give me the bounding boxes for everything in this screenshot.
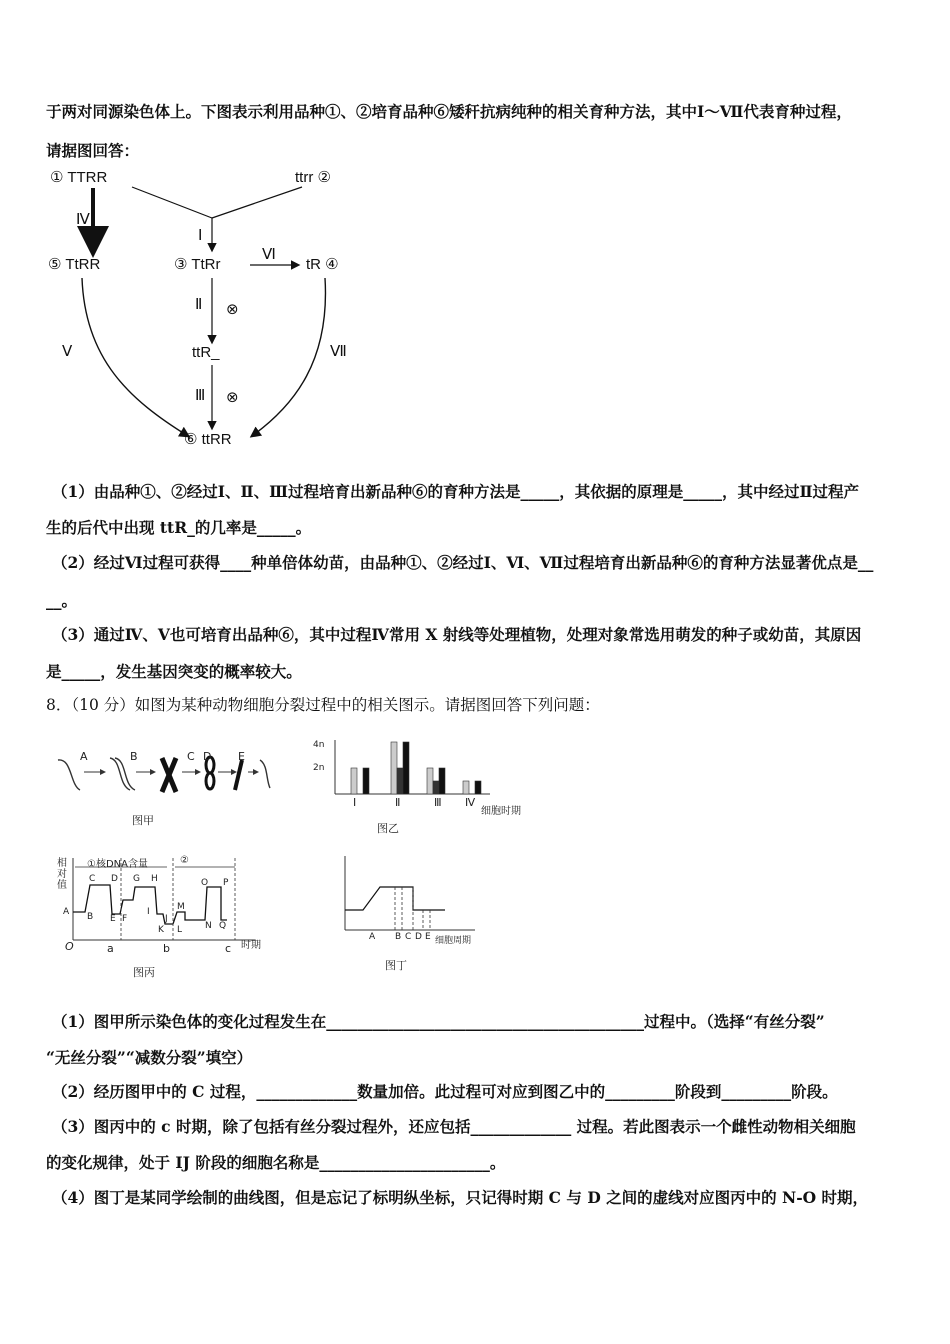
step-label-III: Ⅲ	[195, 387, 206, 404]
q7-part2-line2: __。	[46, 591, 78, 610]
intro-line-2: 请据图回答：	[46, 141, 140, 160]
fig-yi-cat-4: Ⅳ	[465, 796, 476, 809]
fig-bing-point-n: N	[205, 921, 212, 931]
bar-3-series-3	[439, 768, 445, 794]
fig-ding-xlabel-c: C	[405, 932, 412, 942]
selfing-symbol-1: ⊗	[226, 301, 239, 318]
breed-mid-genotype: ttR_	[192, 344, 220, 361]
fig-yi-cat-2: Ⅱ	[395, 796, 401, 809]
q7-part3-line1: （3）通过Ⅳ、Ⅴ也可培育出品种⑥，其中过程Ⅳ常用 X 射线等处理植物，处理对象常选用萌发的种子或幼苗，其原因	[52, 625, 862, 644]
q8-part4: （4）图丁是某同学绘制的曲线图，但是忘记了标明纵坐标，只记得时期 C 与 D 之间的虚线对应图丙中的 N-O 时期，	[52, 1188, 869, 1207]
fig-bing-point-l: L	[177, 925, 183, 935]
fig-bing-point-d: D	[111, 874, 118, 884]
fig-bing-phase-a: a	[107, 942, 114, 955]
step-label-IV: Ⅳ	[76, 211, 90, 228]
fig-bing-legend-1: ①核DNA含量	[87, 859, 148, 870]
fig-bing-point-q: Q	[219, 921, 227, 931]
step-label-VI: Ⅵ	[262, 246, 276, 263]
breeding-arrows	[40, 160, 370, 460]
fig-ding-xlabel-e: E	[425, 932, 431, 942]
intro-line-1: 于两对同源染色体上。下图表示利用品种①、②培育品种⑥矮秆抗病纯种的相关育种方法，其中Ⅰ～Ⅶ代表育种过程，	[46, 102, 852, 121]
fig-bing-point-i: I	[147, 907, 150, 917]
fig-bing-point-m: M	[177, 902, 185, 912]
fig-jia-label-e: E	[238, 750, 245, 763]
fig-yi-ytick-2n: 2n	[313, 763, 325, 773]
fig-bing-point-j: J	[165, 914, 168, 924]
bar-1-series-1	[351, 768, 357, 794]
fig-ding-xlabel-d: D	[415, 932, 422, 942]
bar-2-series-1	[391, 742, 397, 794]
q8-header: 8．（10 分）如图为某种动物细胞分裂过程中的相关图示。请据图回答下列问题：	[46, 696, 600, 714]
fig-jia-label-d: D	[203, 750, 212, 763]
breed-node-5: ⑤ TtRR	[48, 256, 101, 273]
step-label-I: Ⅰ	[198, 227, 203, 244]
fig-bing-point-f: F	[122, 914, 128, 924]
fig-bing-phase-b: b	[163, 942, 170, 955]
fig-bing-point-p: P	[223, 878, 229, 888]
breed-node-2: ttrr ②	[295, 169, 331, 186]
fig-bing-point-h: H	[151, 874, 158, 884]
fig-yi-ytick-4n: 4n	[313, 740, 325, 750]
fig-ding-xlabel: 细胞周期	[435, 936, 472, 946]
fig-ding-xlabel-b: B	[395, 932, 402, 942]
fig-bing-xlabel: 时期	[241, 940, 261, 951]
q7-part1-line1: （1）由品种①、②经过Ⅰ、Ⅱ、Ⅲ过程培育出新品种⑥的育种方法是_____，其依据的原理是_____，其中经过Ⅱ过程产	[52, 482, 860, 501]
fig-ding-caption: 图丁	[385, 959, 407, 972]
bar-3-series-2	[433, 781, 439, 794]
fig-jia-label-c: C	[187, 750, 195, 763]
step-label-VII: Ⅶ	[330, 343, 347, 360]
fig-yi-cat-1: Ⅰ	[353, 796, 357, 809]
fig-bing-legend-2: ②	[180, 855, 189, 866]
q8-part3-line2: 的变化规律，处于 IJ 阶段的细胞名称是______________________。	[46, 1153, 506, 1172]
fig-bing-point-c: C	[89, 874, 96, 884]
fig-yi-cat-3: Ⅲ	[434, 796, 442, 809]
fig-bing-ylabel: 相对值	[57, 858, 67, 891]
fig-bing-point-g: G	[133, 874, 140, 884]
q8-part2: （2）经历图甲中的 C 过程，_____________数量加倍。此过程可对应到图乙中的_________阶段到_________阶段。	[52, 1082, 838, 1101]
q8-part3-line1: （3）图丙中的 c 时期，除了包括有丝分裂过程外，还应包括_____________ 过程。若此图表示一个雌性动物相关细胞	[52, 1117, 856, 1136]
step-label-II: Ⅱ	[195, 296, 203, 313]
fig-bing-point-a: A	[63, 907, 70, 917]
fig-bing-phase-c: c	[225, 942, 232, 955]
fig-bing-caption: 图丙	[133, 966, 155, 979]
bar-2-series-2	[397, 768, 403, 794]
figure-jia	[50, 740, 280, 830]
fig-yi-xlabel: 细胞时期	[481, 806, 521, 817]
breed-node-4: tR ④	[306, 256, 339, 273]
bar-4-series-3	[475, 781, 481, 794]
figure-yi	[315, 732, 535, 842]
fig-bing-point-k: K	[158, 925, 164, 935]
q7-part1-line2: 生的后代中出现 ttR_的几率是_____。	[46, 518, 312, 537]
step-label-V: Ⅴ	[62, 343, 73, 360]
q8-part1-line2: “无丝分裂”“减数分裂”填空）	[46, 1048, 253, 1067]
fig-bing-point-e: E	[110, 914, 116, 924]
fig-jia-label-b: B	[130, 750, 138, 763]
breed-node-6: ⑥ ttRR	[184, 431, 232, 448]
fig-bing-origin: O	[65, 940, 74, 953]
fig-ding-xlabel-a: A	[369, 932, 376, 942]
figure-ding-chart	[335, 852, 485, 942]
figure-ding	[335, 852, 485, 977]
selfing-symbol-2: ⊗	[226, 389, 239, 406]
bar-4-series-1	[463, 781, 469, 794]
figure-bing	[55, 852, 285, 982]
bar-3-series-1	[427, 768, 433, 794]
breed-node-1: ① TTRR	[50, 169, 108, 186]
q8-part1-line1: （1）图甲所示染色体的变化过程发生在_________________________________________过程中。（选择“有丝分裂”	[52, 1012, 825, 1031]
fig-jia-label-a: A	[80, 750, 88, 763]
bar-1-series-3	[363, 768, 369, 794]
breed-node-3: ③ TtRr	[174, 256, 221, 273]
bar-2-series-3	[403, 742, 409, 794]
q7-part2-line1: （2）经过Ⅵ过程可获得____种单倍体幼苗，由品种①、②经过Ⅰ、Ⅵ、Ⅶ过程培育出新品种⑥的育种方法显著优点是__	[52, 553, 874, 572]
breeding-diagram	[40, 160, 370, 460]
fig-bing-point-b: B	[87, 912, 94, 922]
fig-yi-caption: 图乙	[377, 822, 399, 835]
q7-part3-line2: 是_____，发生基因突变的概率较大。	[46, 662, 302, 681]
fig-jia-caption: 图甲	[132, 814, 154, 827]
fig-bing-point-o: O	[201, 878, 209, 888]
